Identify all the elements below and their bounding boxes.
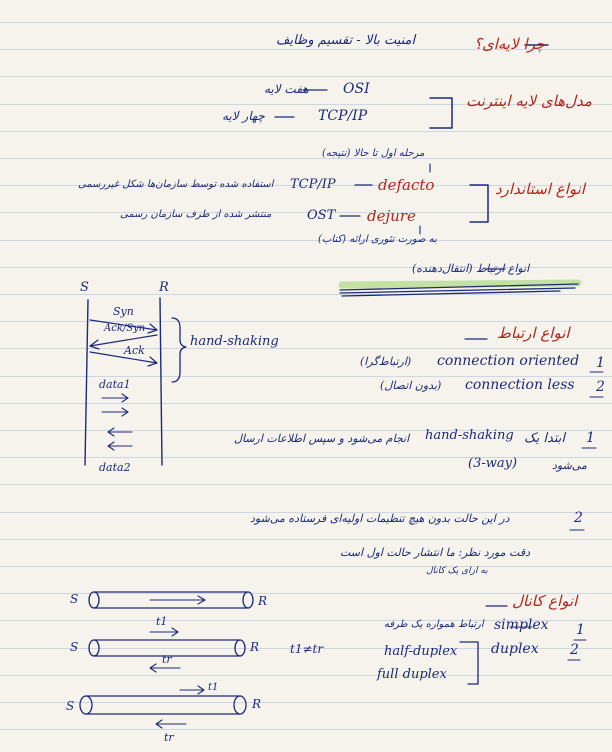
pipe-full-right-end bbox=[234, 696, 246, 714]
channel-types-heading: انواع کانال bbox=[512, 592, 578, 610]
conn-item2: connection less bbox=[465, 377, 575, 393]
note2-num: 2 bbox=[574, 510, 583, 526]
bracket-models bbox=[430, 98, 452, 128]
simplex-num: 1 bbox=[576, 622, 585, 638]
full-duplex-label: full duplex bbox=[377, 667, 447, 682]
standards-top-note: مرحله اول تا حالا (نتیجه) bbox=[322, 148, 425, 159]
note1-line2-en: (3-way) bbox=[468, 456, 518, 471]
pipe-full-left-end bbox=[80, 696, 92, 714]
osi-note: هفت لایه bbox=[264, 82, 309, 96]
tr-arrow-full bbox=[156, 720, 186, 728]
full-r-label: R bbox=[252, 697, 262, 711]
half-s-label: S bbox=[70, 640, 79, 654]
data2-arrows bbox=[108, 428, 132, 450]
conn-item1: connection oriented bbox=[437, 353, 580, 369]
osi-label: OSI bbox=[343, 81, 370, 97]
inequality-label: t1≠tr bbox=[290, 642, 324, 656]
synack-label: Ack/Syn bbox=[104, 323, 146, 334]
s-vertical-line bbox=[85, 300, 88, 465]
why-layers-heading: چرا لایه‌ای؟ bbox=[474, 35, 546, 53]
data1-label: data1 bbox=[99, 378, 131, 391]
note3-line2: به ازای یک کانال bbox=[426, 566, 488, 576]
standards-heading: انواع استاندارد bbox=[495, 180, 585, 198]
conn-item1-num: 1 bbox=[596, 355, 605, 371]
struck-line-text: انواع ارتباط (انتقال‌دهنده) bbox=[412, 262, 530, 275]
t1-arrow-full bbox=[180, 686, 204, 694]
data2-label: data2 bbox=[99, 461, 131, 474]
standards-bottom-note: به صورت تئوری ارائه (کتاب) bbox=[318, 234, 437, 245]
pipe-half-right-end bbox=[235, 640, 245, 656]
note1-fa1: ابتدا یک bbox=[524, 431, 565, 446]
diagram-r-label: R bbox=[159, 280, 169, 295]
dejure-ost: OST bbox=[307, 208, 336, 223]
tr-full-label: tr bbox=[164, 731, 174, 744]
half-duplex-label: half-duplex bbox=[384, 644, 458, 659]
tr-label: tr bbox=[162, 653, 172, 666]
simplex-r-label: R bbox=[258, 594, 268, 608]
data1-arrows bbox=[102, 394, 128, 416]
ack-label: Ack bbox=[124, 344, 145, 357]
models-heading: مدل‌های لایه اینترنت bbox=[466, 92, 592, 110]
defacto-label: defacto bbox=[378, 176, 435, 194]
note2-text: در این حالت بدون هیچ تنظیمات اولیه‌ای فرستاده می‌شود bbox=[250, 512, 510, 525]
pipe-full bbox=[86, 696, 240, 714]
handshake-brace bbox=[172, 318, 186, 382]
note1-fa2: انجام می‌شود و سپس اطلاعات ارسال bbox=[234, 432, 410, 445]
r-vertical-line bbox=[160, 298, 162, 465]
t1-label: t1 bbox=[156, 615, 168, 628]
half-r-label: R bbox=[250, 640, 260, 654]
note1-num: 1 bbox=[586, 430, 595, 446]
diagram-s-label: S bbox=[80, 280, 89, 295]
dejure-note: منتشر شده از طرف سازمان رسمی bbox=[120, 209, 272, 220]
handshake-label: hand-shaking bbox=[190, 334, 279, 349]
full-s-label: S bbox=[66, 699, 75, 713]
note3-line1: دقت مورد نظر: ما انتشار حالت اول است bbox=[340, 546, 530, 559]
conn-item2-fa: (بدون اتصال) bbox=[380, 379, 442, 392]
simplex-label: simplex bbox=[494, 617, 549, 633]
bracket-duplex bbox=[460, 642, 478, 684]
note1-en: hand-shaking bbox=[425, 428, 514, 443]
simplex-note: ارتباط همواره یک طرفه bbox=[384, 619, 484, 630]
tcpip-note: چهار لایه bbox=[222, 109, 265, 123]
defacto-note: استفاده شده توسط سازمان‌ها شکل غیررسمی bbox=[78, 179, 274, 190]
simplex-s-label: S bbox=[70, 592, 79, 606]
tcpip-model-label: TCP/IP bbox=[318, 108, 368, 124]
pipe-simplex-left-end bbox=[89, 592, 99, 608]
t1-full-label: t1 bbox=[208, 682, 219, 693]
t1-arrow bbox=[150, 628, 178, 636]
why-layers-text: امنیت بالا - تقسیم وظایف bbox=[276, 33, 416, 48]
note1-line2-fa: می‌شود bbox=[552, 459, 587, 472]
dejure-label: dejure bbox=[367, 207, 416, 225]
bracket-standards bbox=[470, 185, 488, 222]
defacto-tcpip: TCP/IP bbox=[290, 177, 336, 192]
duplex-label: duplex bbox=[491, 641, 539, 657]
syn-label: Syn bbox=[113, 305, 134, 318]
conn-item1-fa: (ارتباط‌گرا) bbox=[360, 355, 412, 368]
pipe-simplex-right-end bbox=[243, 592, 253, 608]
duplex-num: 2 bbox=[570, 642, 579, 658]
simplex-arrow bbox=[150, 596, 205, 604]
conn-item2-num: 2 bbox=[596, 379, 605, 395]
connection-types-heading: انواع ارتباط bbox=[497, 324, 570, 342]
pipe-half-left-end bbox=[89, 640, 99, 656]
